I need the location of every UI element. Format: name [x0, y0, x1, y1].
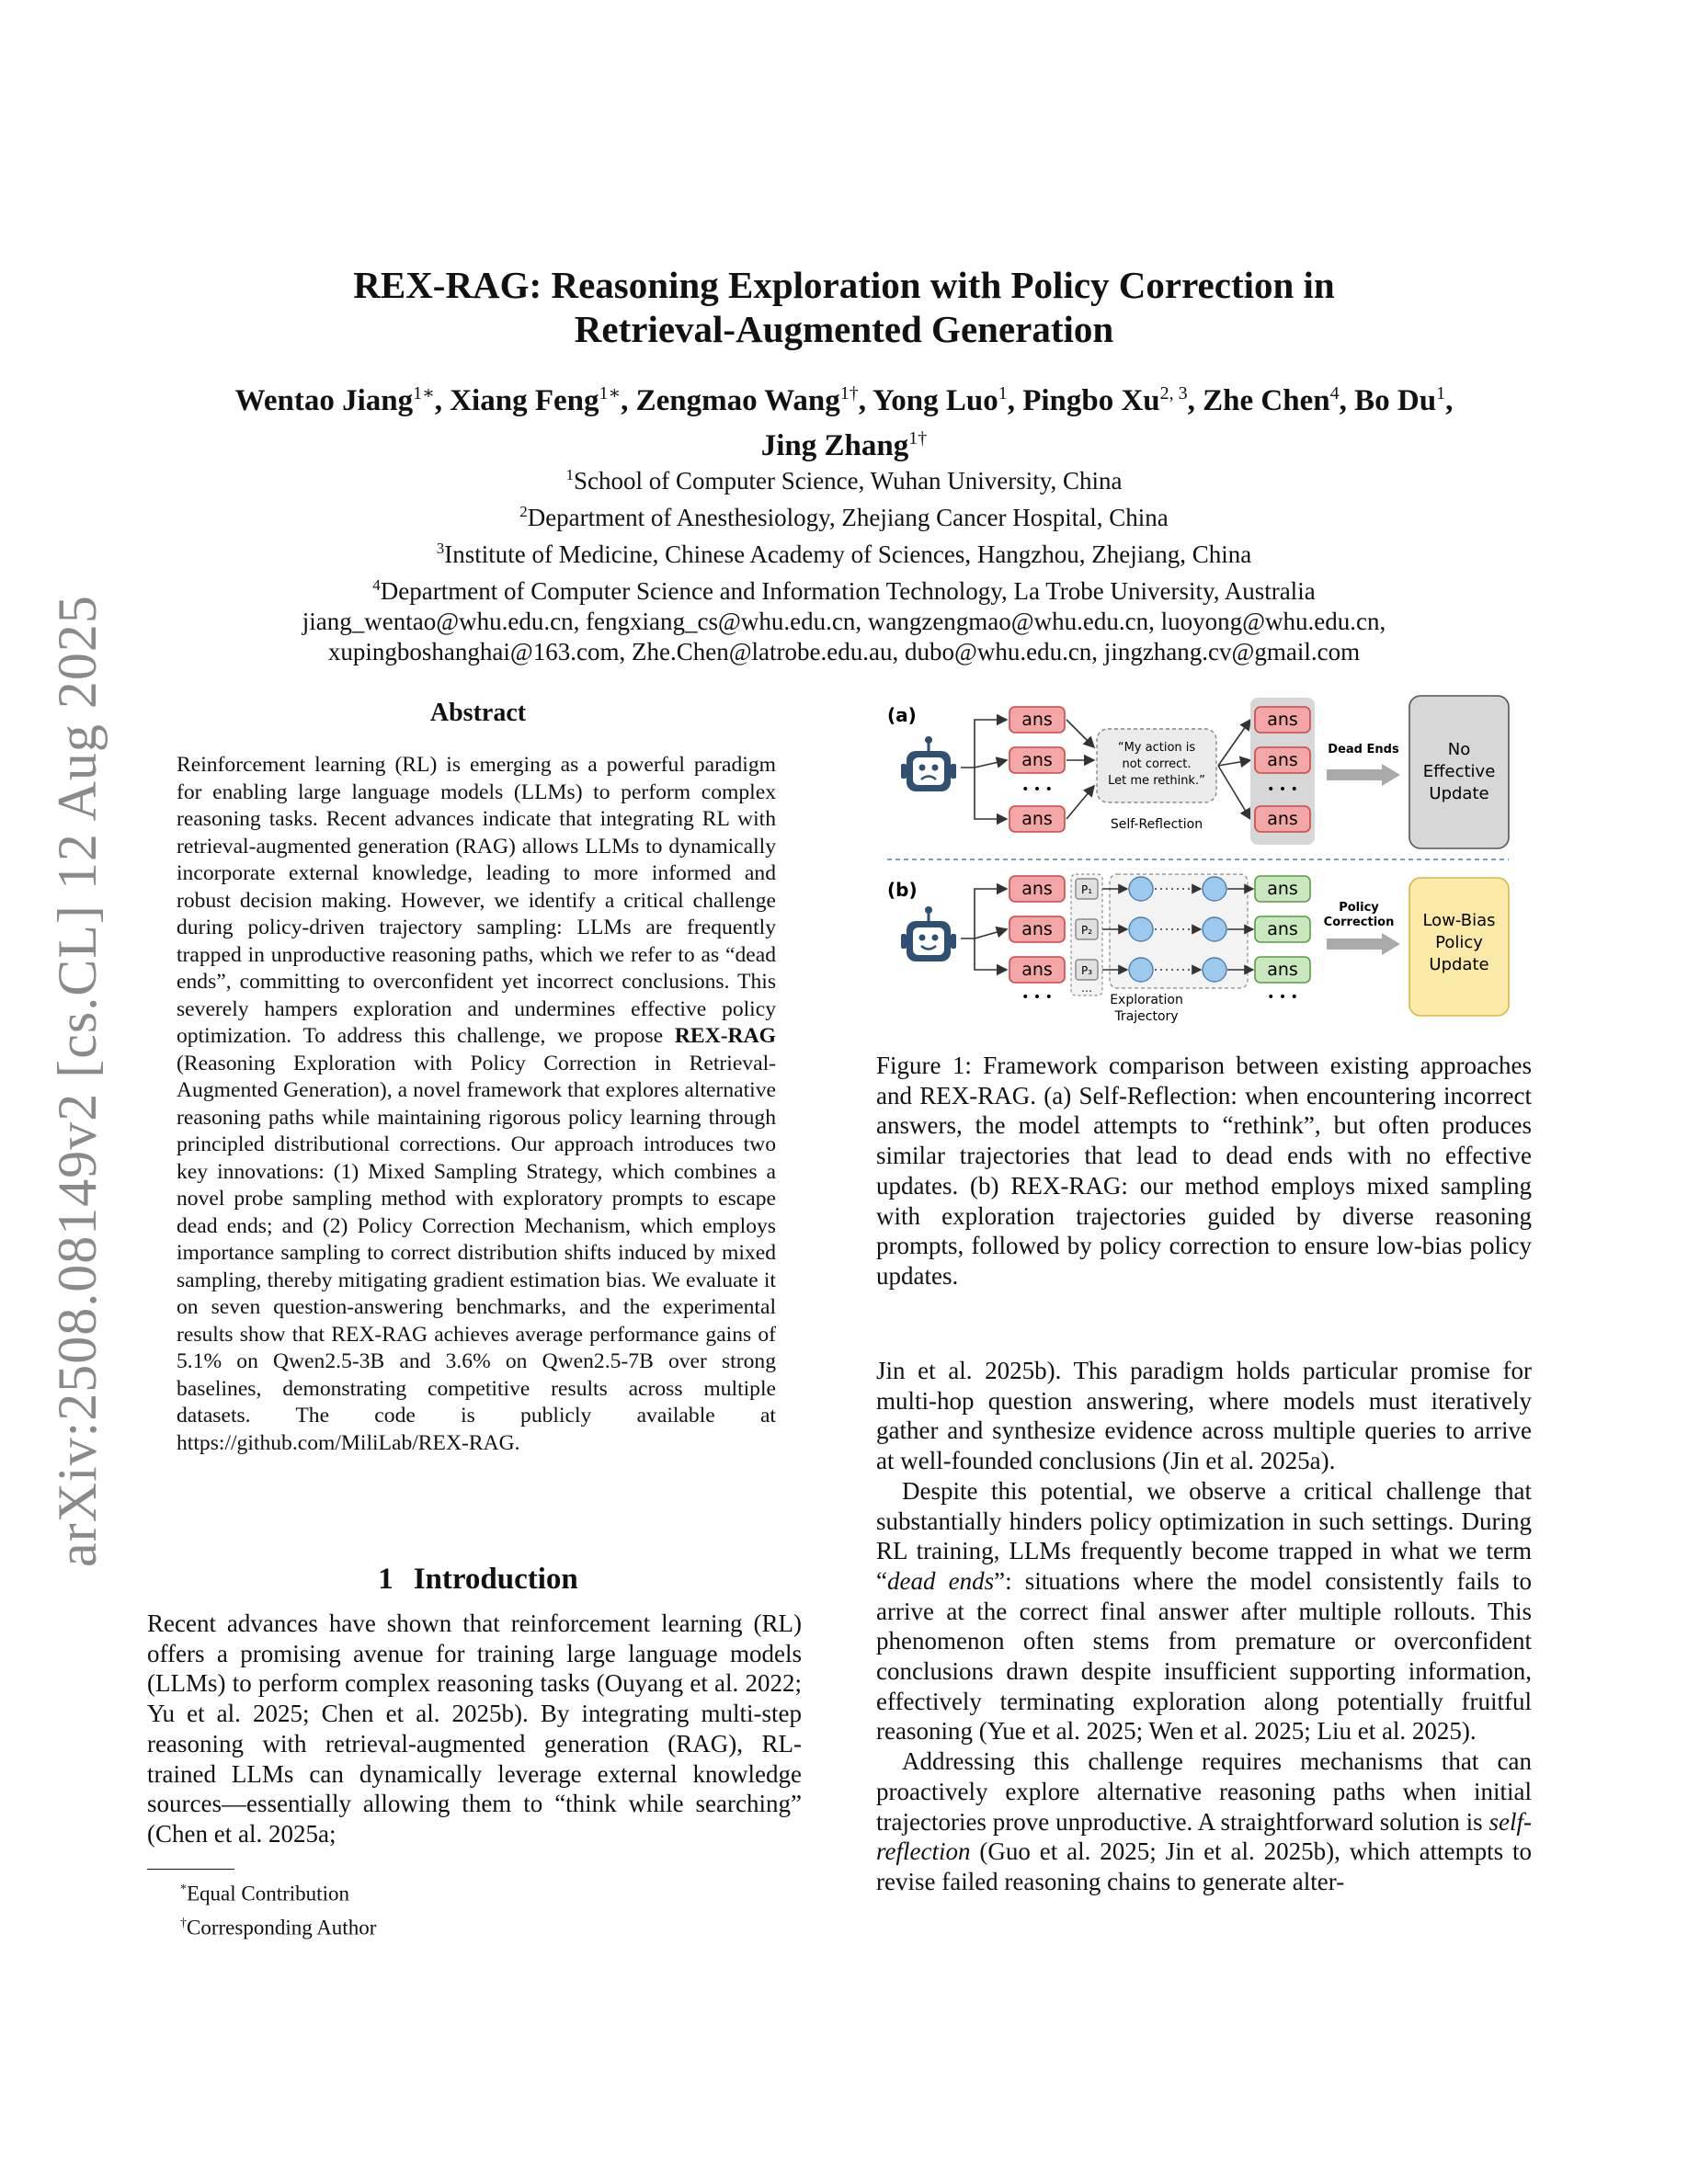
answer-box-correct	[1255, 876, 1310, 902]
self-reflection-label: Self-Reflection	[1110, 817, 1203, 832]
svg-text:P₃: P₃	[1080, 964, 1093, 977]
svg-text:ans: ans	[1021, 710, 1053, 730]
intro-paragraph-continued: Jin et al. 2025b). This paradigm holds particular promise for multi-hop question answering, where models must iteratively gather and synthesize evidence across multiple queries to arrive at well-founded conclusions (Jin et al. 2025a).	[876, 1357, 1532, 1475]
email-line: jiang_wentao@whu.edu.cn, fengxiang_cs@whu.edu.cn, wangzengmao@whu.edu.cn, luoyong@whu.edu.cn,	[302, 608, 1386, 635]
answer-box-incorrect	[1009, 957, 1065, 983]
svg-text:not correct.: not correct.	[1122, 757, 1192, 771]
panel-label-a: (a)	[887, 704, 917, 726]
author: Xiang Feng$^{1∗}$	[450, 383, 622, 417]
svg-text:Let me rethink.”: Let me rethink.”	[1108, 774, 1205, 788]
figure-1-diagram	[887, 694, 1522, 1039]
svg-text:P₂: P₂	[1080, 924, 1093, 937]
affiliation: $^1$School of Computer Science, Wuhan University, China	[565, 466, 1123, 495]
dead-ends-label: Dead Ends	[1328, 743, 1399, 756]
affiliation: $^4$Department of Computer Science and Information Technology, La Trobe University, Australia	[372, 576, 1316, 605]
ellipsis: • • •	[1021, 782, 1053, 797]
answer-box-incorrect	[1009, 747, 1065, 773]
answer-box-correct	[1255, 916, 1310, 942]
svg-text:Trajectory: Trajectory	[1114, 1009, 1179, 1024]
intro-paragraph-1: Recent advances have shown that reinforcement learning (RL) offers a promising avenue for training large language models (LLMs) to perform complex reasoning tasks (Ouyang et al. 2022; Yu et al. 2025; Chen et al. 2025b). By integrating multi-step reasoning with retrieval-augmented generation (RAG), RL-trained LLMs can dynamically leverage external knowledge sources—essentially allowing them to “think while searching” (Chen et al. 2025a;	[147, 1610, 802, 1848]
robot-icon	[901, 736, 956, 791]
author: Bo Du$^1$	[1354, 383, 1446, 417]
ellipsis: • • •	[1267, 782, 1298, 797]
svg-text:ans: ans	[1267, 750, 1298, 770]
intro-paragraph-3: Addressing this challenge requires mechanisms that can proactively explore alternative reasoning paths when initial trajectories prove unproductive. A straightforward solution is self-reflection (Guo et al. 2025; Jin et al. 2025b), which attempts to revise failed reasoning chains to generate alter-	[876, 1747, 1532, 1895]
author-list: Wentao Jiang$^{1∗}$, Xiang Feng$^{1∗}$, Zengmao Wang$^{1\dagger}$, Yong Luo$^1$, Pingbo Xu$^{2, 3}$, Zhe Chen$^4$, Bo Du$^1$, Jing Zhang$^{1\dagger}$	[234, 383, 1454, 462]
svg-text:ans: ans	[1021, 809, 1053, 829]
svg-text:ans: ans	[1267, 809, 1298, 829]
prompt-box	[1076, 919, 1098, 939]
answer-box-incorrect	[1255, 806, 1310, 832]
author: Jing Zhang$^{1\dagger}$	[760, 428, 928, 462]
intro-right-column	[876, 1356, 1532, 1897]
svg-text:No: No	[1447, 740, 1471, 759]
no-effective-update-box	[1409, 696, 1509, 848]
affiliations	[138, 460, 1550, 667]
title-line-2: Retrieval-Augmented Generation	[574, 308, 1114, 350]
affiliation: $^3$Institute of Medicine, Chinese Academy of Sciences, Hangzhou, Zhejiang, China	[436, 540, 1252, 568]
svg-text:“My action is: “My action is	[1117, 741, 1196, 755]
svg-text:ans: ans	[1021, 879, 1053, 899]
svg-text:ans: ans	[1267, 879, 1298, 899]
answer-box-incorrect	[1255, 707, 1310, 733]
low-bias-update-box	[1409, 878, 1509, 1016]
arxiv-identifier: arXiv:2508.08149v2 [cs.CL] 12 Aug 2025	[47, 595, 108, 1567]
robot-icon	[901, 906, 956, 961]
svg-text:ans: ans	[1267, 960, 1298, 980]
answer-box-incorrect	[1009, 707, 1065, 733]
svg-text:Effective: Effective	[1422, 762, 1496, 781]
paper-title	[0, 263, 1688, 351]
svg-text:ans: ans	[1267, 710, 1298, 730]
answer-box-incorrect	[1255, 747, 1310, 773]
svg-text:ans: ans	[1021, 919, 1053, 939]
author: Zhe Chen$^4$	[1203, 383, 1340, 417]
author: Wentao Jiang$^{1∗}$	[234, 383, 435, 417]
footnote: *Equal Contribution	[180, 1882, 349, 1905]
author: Yong Luo$^1$	[873, 383, 1008, 417]
email-line: xupingboshanghai@163.com, Zhe.Chen@latrobe.edu.au, dubo@whu.edu.cn, jingzhang.cv@gmail.com	[327, 638, 1361, 665]
abstract-text: Reinforcement learning (RL) is emerging as a powerful paradigm for enabling large language models (LLMs) to perform complex reasoning tasks. Recent advances indicate that integrating RL with retrieval-augmented generation (RAG) allows LLMs to dynamically incorporate external knowledge, leading to more informed and robust decision making. However, we identify a critical challenge during policy-driven trajectory sampling: LLMs are frequently trapped in unproductive reasoning paths, which we refer to as “dead ends”, committing to overconfident yet incorrect conclusions. This severely hampers exploration and undermines effective policy optimization. To address this challenge, we propose REX-RAG (Reasoning Exploration with Policy Correction in Retrieval-Augmented Generation), a novel framework that explores alternative reasoning paths while maintaining rigorous policy learning through principled distributional corrections. Our approach introduces two key innovations: (1) Mixed Sampling Strategy, which combines a novel probe sampling method with exploratory prompts to escape dead ends; and (2) Policy Correction Mechanism, which employs importance sampling to correct distribution shifts induced by mixed sampling, thereby mitigating gradient estimation bias. We evaluate it on seven question-answering benchmarks, and the experimental results show that REX-RAG achieves average performance gains of 5.1% on Qwen2.5-3B and 3.6% on Qwen2.5-7B over strong baselines, demonstrating competitive results across multiple datasets. The code is publicly available at https://github.com/MiliLab/REX-RAG.	[177, 753, 776, 1455]
abstract-heading: Abstract	[429, 699, 527, 727]
footnote: †Corresponding Author	[180, 1916, 377, 1939]
footnotes	[180, 1875, 376, 1942]
title-line-1: REX-RAG: Reasoning Exploration with Policy Correction in	[353, 264, 1335, 306]
panel-label-b: (b)	[887, 879, 918, 901]
figure-caption: Figure 1: Framework comparison between existing approaches and REX-RAG. (a) Self-Reflection: when encountering incorrect answers, the model attempts to “rethink”, but often produces similar trajectories that lead to dead ends with no effective updates. (b) REX-RAG: our method employs mixed sampling with exploration trajectories guided by diverse reasoning prompts, followed by policy correction to ensure low-bias policy updates.	[876, 1052, 1532, 1290]
author: Zengmao Wang$^{1\dagger}$	[635, 383, 859, 417]
svg-text:ans: ans	[1021, 750, 1053, 770]
svg-text:…: …	[1081, 982, 1092, 995]
prompt-box	[1076, 879, 1098, 899]
prompt-box	[1076, 960, 1098, 980]
svg-text:Correction: Correction	[1323, 916, 1395, 929]
svg-text:ans: ans	[1267, 919, 1298, 939]
author: Pingbo Xu$^{2, 3}$	[1022, 383, 1188, 417]
svg-text:Update: Update	[1429, 955, 1489, 974]
svg-text:ans: ans	[1021, 960, 1053, 980]
svg-text:Policy: Policy	[1339, 901, 1379, 915]
section-heading: 1 Introduction	[378, 1563, 578, 1596]
self-reflection-thought	[1097, 729, 1216, 802]
ellipsis: • • •	[1267, 990, 1298, 1005]
svg-text:Exploration: Exploration	[1110, 993, 1183, 1007]
answer-box-correct	[1255, 957, 1310, 983]
svg-text:Low-Bias: Low-Bias	[1422, 911, 1496, 930]
footnote-rule	[147, 1869, 234, 1870]
svg-text:P₁: P₁	[1080, 883, 1093, 896]
affiliation: $^2$Department of Anesthesiology, Zhejiang Cancer Hospital, China	[519, 503, 1169, 531]
intro-paragraph-2: Despite this potential, we observe a critical challenge that substantially hinders policy optimization in such settings. During RL training, LLMs frequently become trapped in what we term “dead ends”: situations where the model consistently fails to arrive at the correct final answer after multiple rollouts. This phenomenon often stems from premature or overconfident conclusions drawn despite insufficient supporting information, effectively terminating exploration along potentially fruitful reasoning (Yue et al. 2025; Wen et al. 2025; Liu et al. 2025).	[876, 1476, 1532, 1746]
answer-box-incorrect	[1009, 876, 1065, 902]
svg-text:Policy: Policy	[1435, 933, 1483, 952]
svg-text:Update: Update	[1429, 784, 1489, 803]
ellipsis: • • •	[1021, 990, 1053, 1005]
answer-box-incorrect	[1009, 916, 1065, 942]
answer-box-incorrect	[1009, 806, 1065, 832]
